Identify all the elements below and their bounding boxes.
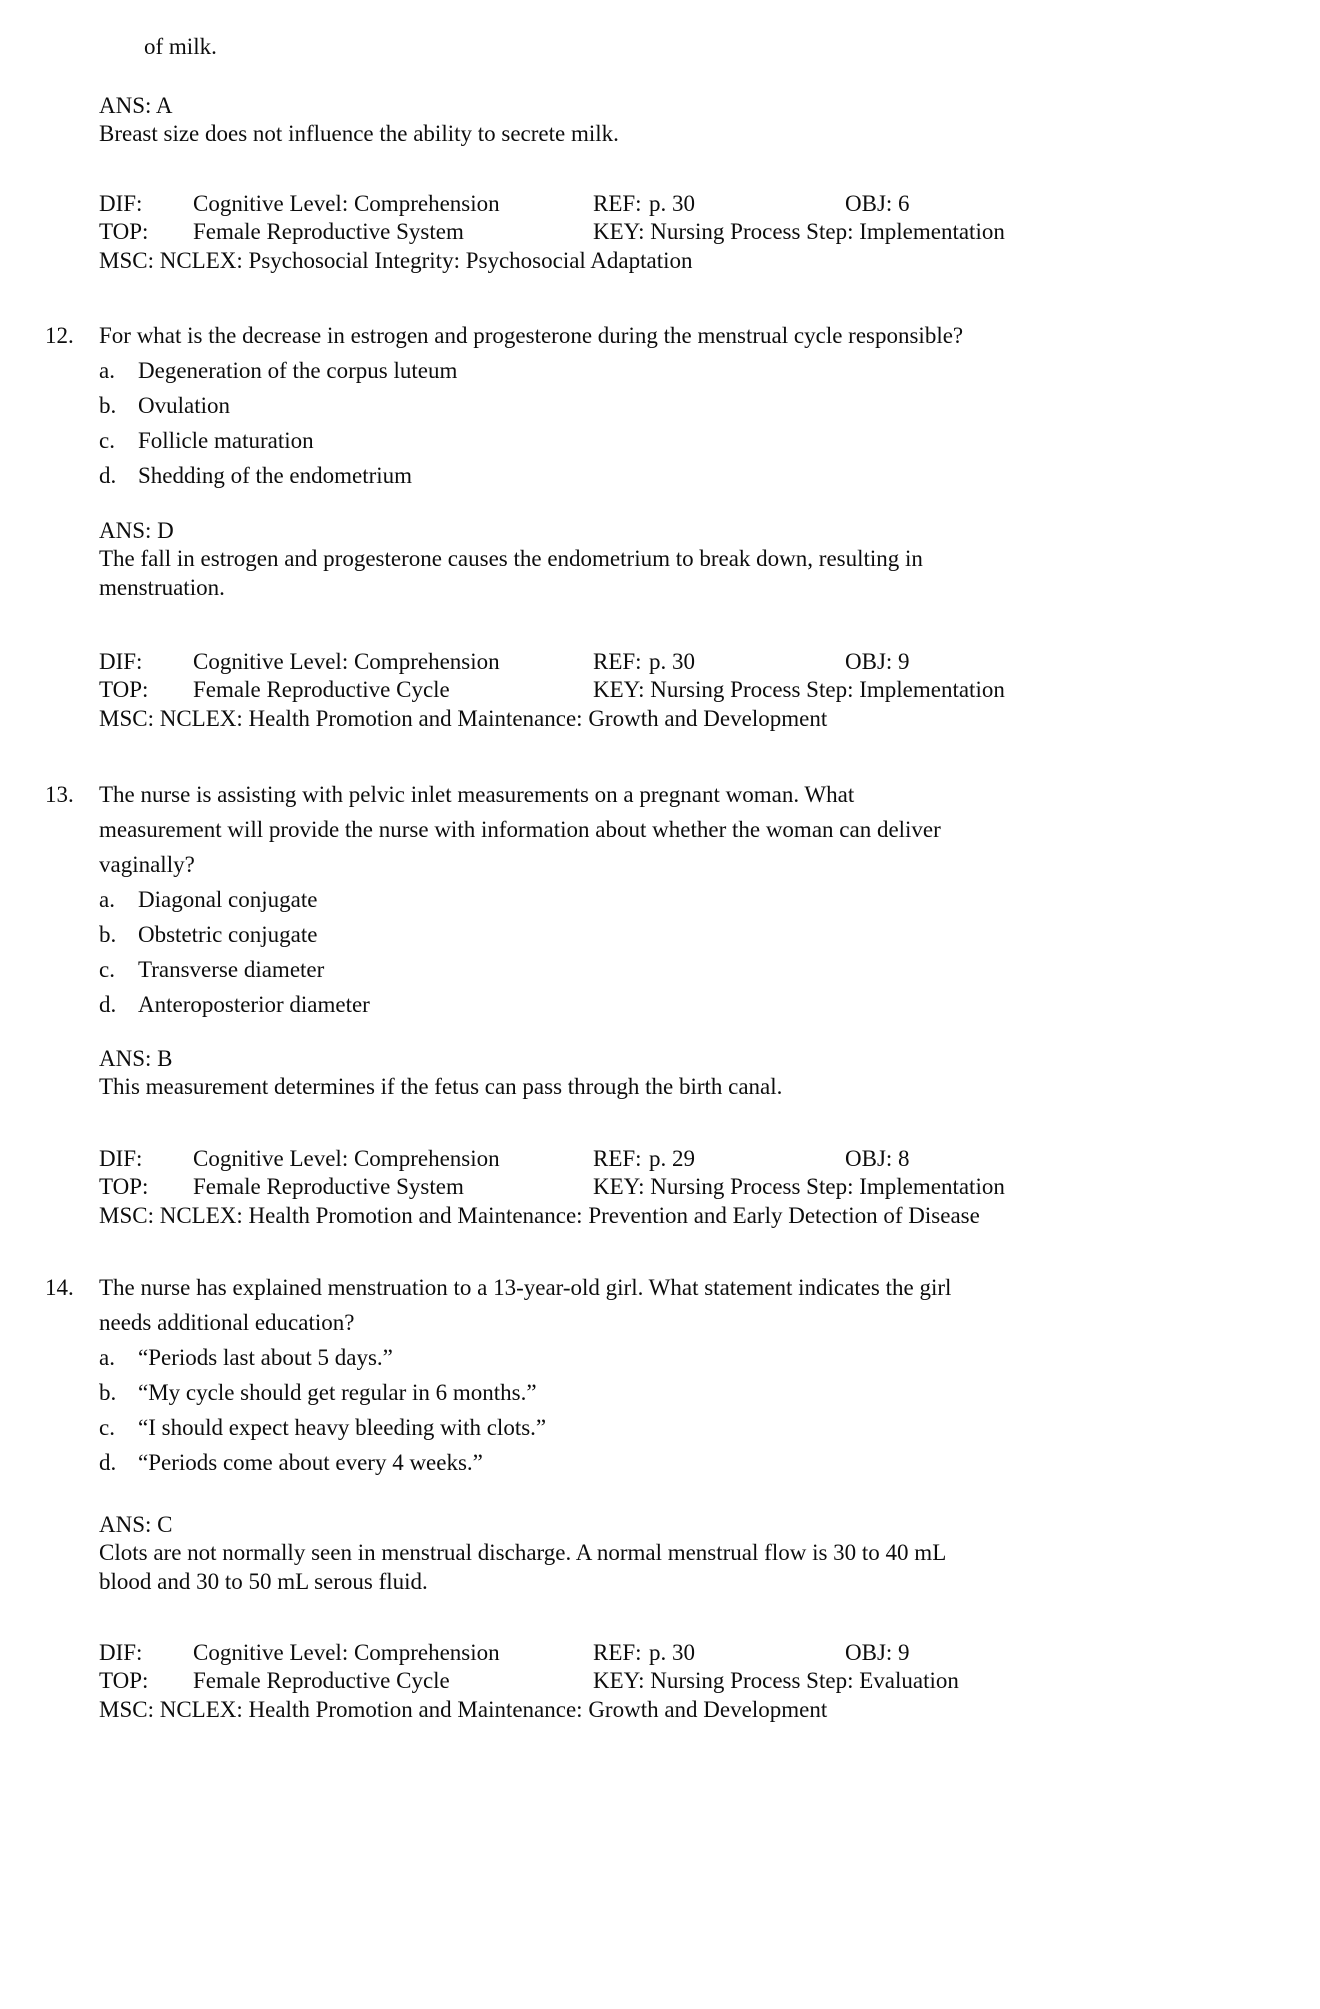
key-value: KEY: Nursing Process Step: Implementation (593, 1174, 1005, 1200)
ref-value: p. 30 (649, 191, 695, 216)
ref-value: p. 30 (649, 649, 695, 674)
question-text: The nurse has explained menstruation to a 13-year-old girl. What statement indicates the girl (99, 1275, 952, 1300)
dif-label: DIF: (99, 191, 143, 216)
answer-rationale-line: The fall in estrogen and progesterone causes the endometrium to break down, resulting in (99, 546, 923, 572)
option-d (45, 1445, 1275, 1480)
answer-rationale-line: This measurement determines if the fetus can pass through the birth canal. (99, 1074, 783, 1100)
dif-value: Cognitive Level: Comprehension (193, 1640, 500, 1665)
key-value: KEY: Nursing Process Step: Evaluation (593, 1668, 959, 1694)
obj-value: OBJ: 8 (845, 1146, 910, 1171)
answer-block-q13 (99, 1045, 1279, 1102)
question-line: needs additional education? (99, 1310, 355, 1335)
option-letter: d. (99, 463, 117, 488)
obj-value: OBJ: 9 (845, 649, 910, 674)
metadata-top-row (99, 1173, 1279, 1201)
option-text: Obstetric conjugate (138, 922, 318, 947)
msc-value: MSC: NCLEX: Health Promotion and Maintenance: Prevention and Early Detection of Disease (99, 1202, 980, 1228)
option-text: Shedding of the endometrium (138, 463, 413, 488)
metadata-dif-row (99, 190, 1279, 218)
option-b (45, 1375, 1275, 1410)
dif-label: DIF: (99, 649, 143, 674)
ref-label: REF: (593, 1146, 642, 1171)
option-c (45, 423, 1275, 458)
option-letter: c. (99, 1415, 115, 1440)
top-value: Female Reproductive Cycle (193, 677, 450, 703)
option-letter: c. (99, 957, 115, 982)
question-text: The nurse is assisting with pelvic inlet measurements on a pregnant woman. What (99, 782, 855, 807)
option-text: “Periods last about 5 days.” (138, 1345, 393, 1370)
option-d (45, 987, 1275, 1022)
question-line (45, 777, 1275, 812)
top-label: TOP: (99, 1174, 149, 1200)
option-letter: a. (99, 887, 115, 912)
dif-value: Cognitive Level: Comprehension (193, 191, 500, 216)
metadata-dif-row (99, 1639, 1279, 1667)
obj-value: OBJ: 6 (845, 191, 910, 216)
answer-block-q12 (99, 517, 1279, 602)
question-13 (45, 777, 1275, 1022)
option-letter: b. (99, 922, 117, 947)
question-number: 13. (45, 782, 74, 807)
answer-label: ANS: B (99, 1046, 173, 1071)
obj-value: OBJ: 9 (845, 1640, 910, 1665)
key-value: KEY: Nursing Process Step: Implementation (593, 219, 1005, 245)
metadata-dif-row (99, 1145, 1279, 1173)
answer-label: ANS: A (99, 93, 173, 118)
metadata-top-row (99, 676, 1279, 704)
option-a (45, 882, 1275, 917)
question-number: 14. (45, 1275, 74, 1300)
answer-block-q14 (99, 1511, 1279, 1596)
option-text: Diagonal conjugate (138, 887, 318, 912)
option-text: Degeneration of the corpus luteum (138, 358, 458, 383)
ref-label: REF: (593, 649, 642, 674)
question-line (45, 318, 1275, 353)
option-text: “I should expect heavy bleeding with clots.” (138, 1415, 547, 1440)
metadata-block-q12 (99, 648, 1279, 733)
option-letter: d. (99, 992, 117, 1017)
option-b (45, 388, 1275, 423)
option-text: “Periods come about every 4 weeks.” (138, 1450, 483, 1475)
top-label: TOP: (99, 1668, 149, 1694)
metadata-dif-row (99, 648, 1279, 676)
metadata-top-row (99, 218, 1279, 246)
dif-label: DIF: (99, 1640, 143, 1665)
msc-value: MSC: NCLEX: Health Promotion and Maintenance: Growth and Development (99, 705, 828, 731)
dif-value: Cognitive Level: Comprehension (193, 1146, 500, 1171)
top-label: TOP: (99, 219, 149, 245)
metadata-block-q14 (99, 1639, 1279, 1724)
top-value: Female Reproductive Cycle (193, 1668, 450, 1694)
option-a (45, 353, 1275, 388)
answer-label: ANS: D (99, 518, 174, 543)
option-continuation-text: of milk. (144, 34, 217, 59)
metadata-block-q13 (99, 1145, 1279, 1230)
answer-block-previous (99, 92, 1279, 149)
option-letter: b. (99, 393, 117, 418)
ref-value: p. 30 (649, 1640, 695, 1665)
metadata-block-previous (99, 190, 1279, 275)
top-value: Female Reproductive System (193, 1174, 464, 1200)
option-c (45, 952, 1275, 987)
question-text: For what is the decrease in estrogen and progesterone during the menstrual cycle responsible? (99, 323, 964, 348)
option-text: Anteroposterior diameter (138, 992, 370, 1017)
option-text: Transverse diameter (138, 957, 325, 982)
key-value: KEY: Nursing Process Step: Implementation (593, 677, 1005, 703)
msc-value: MSC: NCLEX: Health Promotion and Maintenance: Growth and Development (99, 1696, 828, 1722)
question-line (45, 1270, 1275, 1305)
option-a (45, 1340, 1275, 1375)
option-c (45, 1410, 1275, 1445)
option-letter: d. (99, 1450, 117, 1475)
dif-value: Cognitive Level: Comprehension (193, 649, 500, 674)
question-line: vaginally? (99, 852, 195, 877)
answer-rationale-line: Breast size does not influence the ability to secrete milk. (99, 121, 619, 147)
ref-label: REF: (593, 191, 642, 216)
answer-rationale-line: blood and 30 to 50 mL serous fluid. (99, 1568, 428, 1594)
question-12 (45, 318, 1275, 493)
question-14 (45, 1270, 1275, 1480)
option-b (45, 917, 1275, 952)
top-label: TOP: (99, 677, 149, 703)
question-line: measurement will provide the nurse with information about whether the woman can deliver (99, 817, 941, 842)
option-text: Follicle maturation (138, 428, 314, 453)
option-text: Ovulation (138, 393, 230, 418)
answer-rationale-line: menstruation. (99, 574, 225, 600)
metadata-top-row (99, 1667, 1279, 1695)
question-number: 12. (45, 323, 74, 348)
answer-label: ANS: C (99, 1512, 173, 1537)
ref-label: REF: (593, 1640, 642, 1665)
option-text: “My cycle should get regular in 6 months.” (138, 1380, 537, 1405)
option-letter: a. (99, 358, 115, 383)
option-letter: b. (99, 1380, 117, 1405)
dif-label: DIF: (99, 1146, 143, 1171)
option-d (45, 458, 1275, 493)
top-value: Female Reproductive System (193, 219, 464, 245)
ref-value: p. 29 (649, 1146, 695, 1171)
option-letter: c. (99, 428, 115, 453)
answer-rationale-line: Clots are not normally seen in menstrual discharge. A normal menstrual flow is 30 to 40 mL (99, 1540, 947, 1566)
msc-value: MSC: NCLEX: Psychosocial Integrity: Psychosocial Adaptation (99, 247, 693, 273)
option-letter: a. (99, 1345, 115, 1370)
